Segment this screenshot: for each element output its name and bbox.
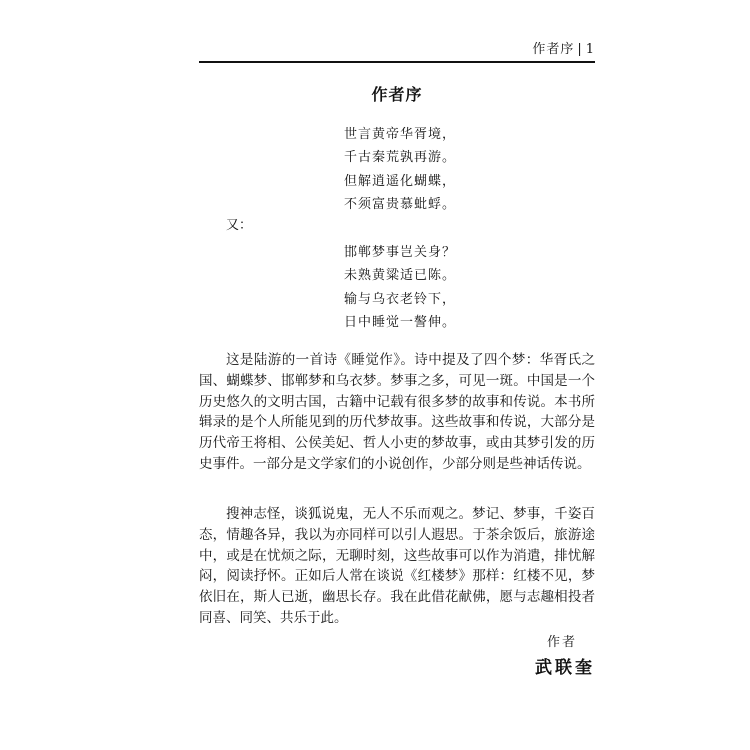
poem-line: 输与乌衣老铃下， bbox=[344, 291, 457, 307]
body-paragraph-1: 这是陆游的一首诗《睡觉作》。诗中提及了四个梦：华胥氏之国、蝴蝶梦、邯郸梦和乌衣梦。梦事之多，可见一斑。中国是一个历史悠久的文明古国，古籍中记载有很多梦的故事和传说。本书所辑录的是个人所能见到的历代梦故事。这些故事和传说，大部分是历代帝王将相、公侯美妃、哲人小吏的梦故事，或由其梦引发的历史事件。一部分是文学家们的小说创作，少部分则是些神话传说。 bbox=[199, 352, 595, 472]
poem-line: 千古秦荒孰再游。 bbox=[344, 150, 457, 166]
poem-line: 日中睡觉一謷伸。 bbox=[344, 315, 457, 331]
header-rule bbox=[199, 61, 595, 63]
poem-line: 未熟黄粱适已陈。 bbox=[344, 268, 457, 284]
also-label: 又： bbox=[226, 218, 253, 233]
poem-line: 不须富贵慕蚍蜉。 bbox=[344, 197, 457, 213]
page-number: 1 bbox=[585, 42, 595, 57]
poem-first bbox=[344, 123, 456, 217]
poem-line: 但解逍遥化蝴蝶， bbox=[344, 173, 457, 189]
author-signature: 武联奎 bbox=[535, 658, 595, 678]
page-title: 作者序 bbox=[371, 85, 423, 104]
header-separator: | bbox=[577, 42, 583, 57]
poem-second bbox=[344, 241, 456, 335]
running-header bbox=[199, 42, 595, 58]
author-label: 作者 bbox=[547, 635, 578, 650]
header-section-title: 作者序 bbox=[532, 42, 575, 57]
body-paragraph-2: 搜神志怪，谈狐说鬼，无人不乐而观之。梦记、梦事，千姿百态，情趣各异，我以为亦同样可以引人遐思。于茶余饭后，旅游途中，或是在忧烦之际，无聊时刻，这些故事可以作为消遣，排忧解闷，阅读抒怀。正如后人常在谈说《红楼梦》那样：红楼不见，梦依旧在，斯人已逝，幽思长存。我在此借花献佛，愿与志趣相投者同喜、同笑、共乐于此。 bbox=[199, 506, 595, 626]
poem-line: 世言黄帝华胥境， bbox=[344, 127, 457, 142]
poem-line: 邯郸梦事岂关身？ bbox=[344, 245, 457, 260]
